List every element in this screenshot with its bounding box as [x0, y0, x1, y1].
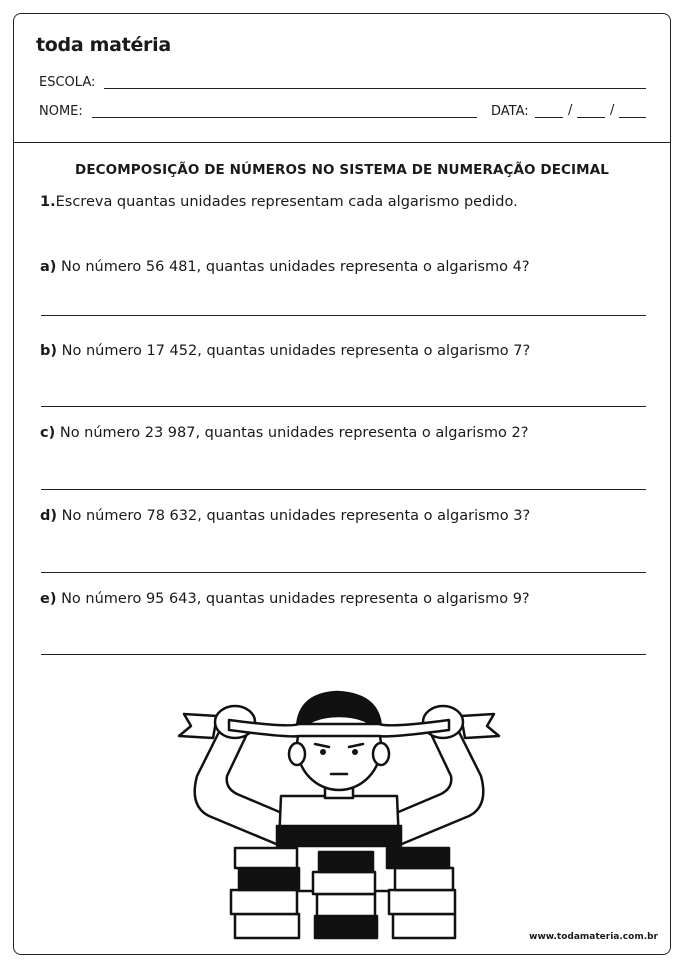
- school-field[interactable]: [104, 88, 646, 89]
- question-a: [40, 259, 530, 275]
- answer-line-a[interactable]: [41, 315, 646, 316]
- date-month-field[interactable]: [577, 117, 605, 118]
- question-c: [40, 425, 528, 441]
- question-text: No número 56 481, quantas unidades representa o algarismo 4?: [61, 259, 530, 275]
- question-text: No número 78 632, quantas unidades representa o algarismo 3?: [61, 508, 531, 524]
- question-e: [40, 591, 530, 607]
- question-text: No número 95 643, quantas unidades representa o algarismo 9?: [61, 591, 530, 607]
- answer-line-b[interactable]: [41, 406, 646, 407]
- answer-line-d[interactable]: [41, 572, 646, 573]
- question-b: [40, 343, 530, 359]
- worksheet-title: DECOMPOSIÇÃO DE NÚMEROS NO SISTEMA DE NUMERAÇÃO DECIMAL: [75, 162, 609, 178]
- answer-line-c[interactable]: [41, 489, 646, 490]
- header-divider: [14, 142, 670, 143]
- question-text: No número 23 987, quantas unidades representa o algarismo 2?: [59, 425, 529, 441]
- footer-website: www.todamateria.com.br: [529, 932, 658, 942]
- worksheet-page: [13, 13, 671, 955]
- question-letter: b): [40, 343, 58, 359]
- date-year-field[interactable]: [619, 117, 646, 118]
- date-separator: /: [568, 103, 573, 118]
- question-letter: d): [40, 508, 58, 524]
- question-letter: c): [40, 425, 56, 441]
- question-letter: a): [40, 259, 57, 275]
- brand-logo: toda matéria: [36, 34, 171, 56]
- answer-line-e[interactable]: [41, 654, 646, 655]
- question-text: No número 17 452, quantas unidades representa o algarismo 7?: [61, 343, 531, 359]
- instruction: [40, 194, 518, 210]
- date-label: DATA:: [491, 104, 529, 119]
- question-d: [40, 508, 530, 524]
- name-field[interactable]: [92, 117, 477, 118]
- instruction-number: 1.: [40, 194, 56, 210]
- name-label: NOME:: [39, 104, 83, 119]
- school-label: ESCOLA:: [39, 75, 96, 90]
- instruction-text: Escreva quantas unidades representam cada algarismo pedido.: [55, 194, 518, 210]
- question-letter: e): [40, 591, 57, 607]
- date-separator: /: [610, 103, 615, 118]
- student-stretching-illustration: [169, 676, 509, 946]
- date-day-field[interactable]: [535, 117, 563, 118]
